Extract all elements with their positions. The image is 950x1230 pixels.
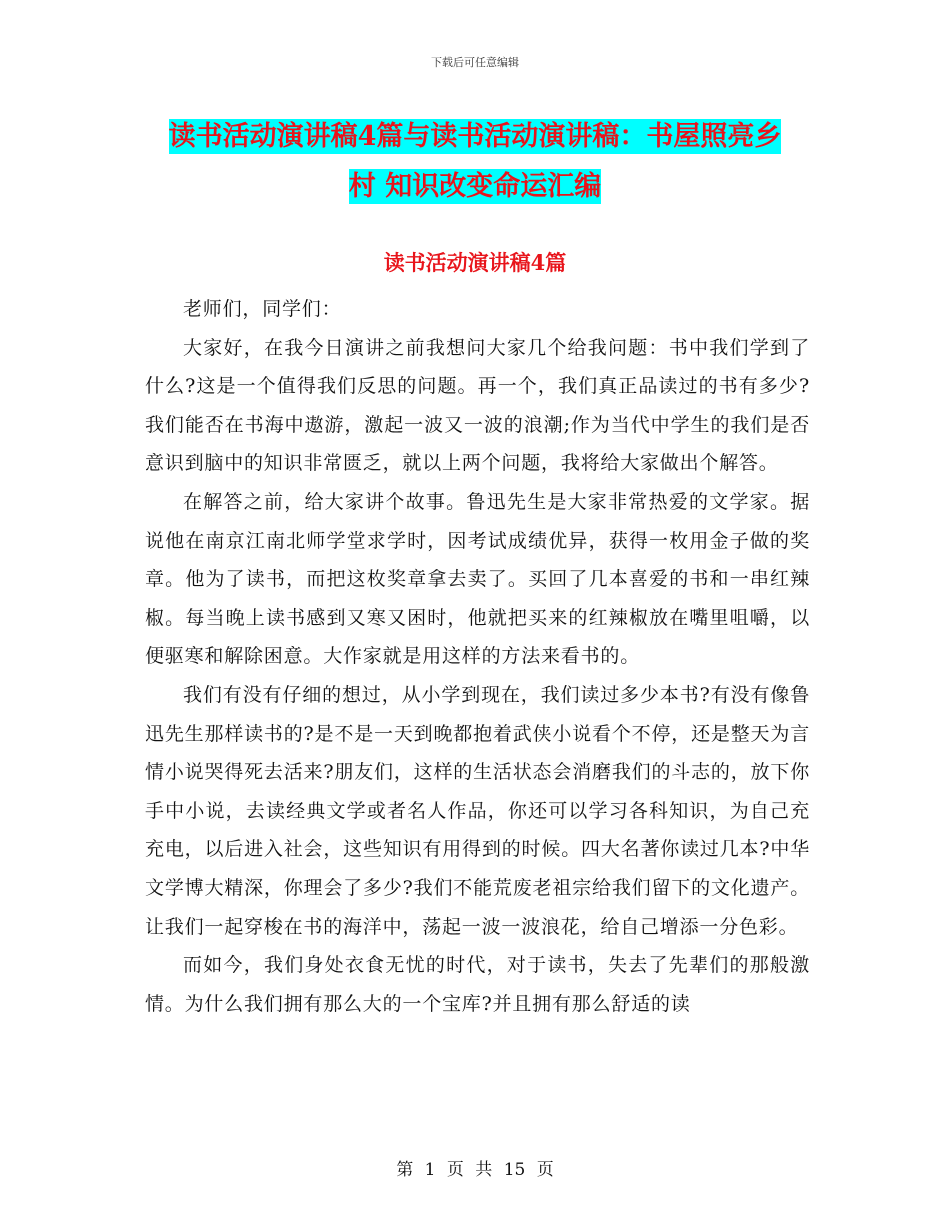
page-footer: 第 1 页 共 15 页 bbox=[396, 1160, 554, 1180]
paragraph-4: 而如今，我们身处衣食无忧的时代，对于读书，失去了先辈们的那般激情。为什么我们拥有那么大的一个宝库?并且拥有那么舒适的读 bbox=[145, 954, 810, 1015]
paragraph-2: 在解答之前，给大家讲个故事。鲁迅先生是大家非常热爱的文学家。据说他在南京江南北师学堂求学时，因考试成绩优异，获得一枚用金子做的奖章。他为了读书，而把这枚奖章拿去卖了。买回了几本喜爱的书和一串红辣椒。每当晚上读书感到又寒又困时，他就把买来的红辣椒放在嘴里咀嚼，以便驱寒和解除困意。大作家就是用这样的方法来看书的。 bbox=[145, 490, 810, 668]
title-line-2: 村 知识改变命运汇编 bbox=[348, 171, 602, 202]
paragraph-greeting: 老师们，同学们： bbox=[183, 298, 342, 320]
page-header: 下载后可任意编辑 bbox=[431, 56, 519, 69]
document-title bbox=[150, 112, 800, 212]
section-heading: 读书活动演讲稿4篇 bbox=[383, 250, 567, 275]
paragraph-1: 大家好，在我今日演讲之前我想问大家几个给我问题：书中我们学到了什么?这是一个值得我们反思的问题。再一个，我们真正品读过的书有多少?我们能否在书海中遨游，激起一波又一波的浪潮;作为当代中学生的我们是否意识到脑中的知识非常匮乏，就以上两个问题，我将给大家做出个解答。 bbox=[145, 336, 810, 475]
paragraph-3: 我们有没有仔细的想过，从小学到现在，我们读过多少本书?有没有像鲁迅先生那样读书的?是不是一天到晚都抱着武侠小说看个不停，还是整天为言情小说哭得死去活来?朋友们，这样的生活状态会消磨我们的斗志的，放下你手中小说，去读经典文学或者名人作品，你还可以学习各科知识，为自己充充电，以后进入社会，这些知识有用得到的时候。四大名著你读过几本?中华文学博大精深，你理会了多少?我们不能荒废老祖宗给我们留下的文化遗产。让我们一起穿梭在书的海洋中，荡起一波一波浪花，给自己增添一分色彩。 bbox=[145, 683, 810, 938]
title-line-1: 读书活动演讲稿4篇与读书活动演讲稿：书屋照亮乡 bbox=[168, 121, 782, 152]
document-body bbox=[145, 290, 810, 1023]
